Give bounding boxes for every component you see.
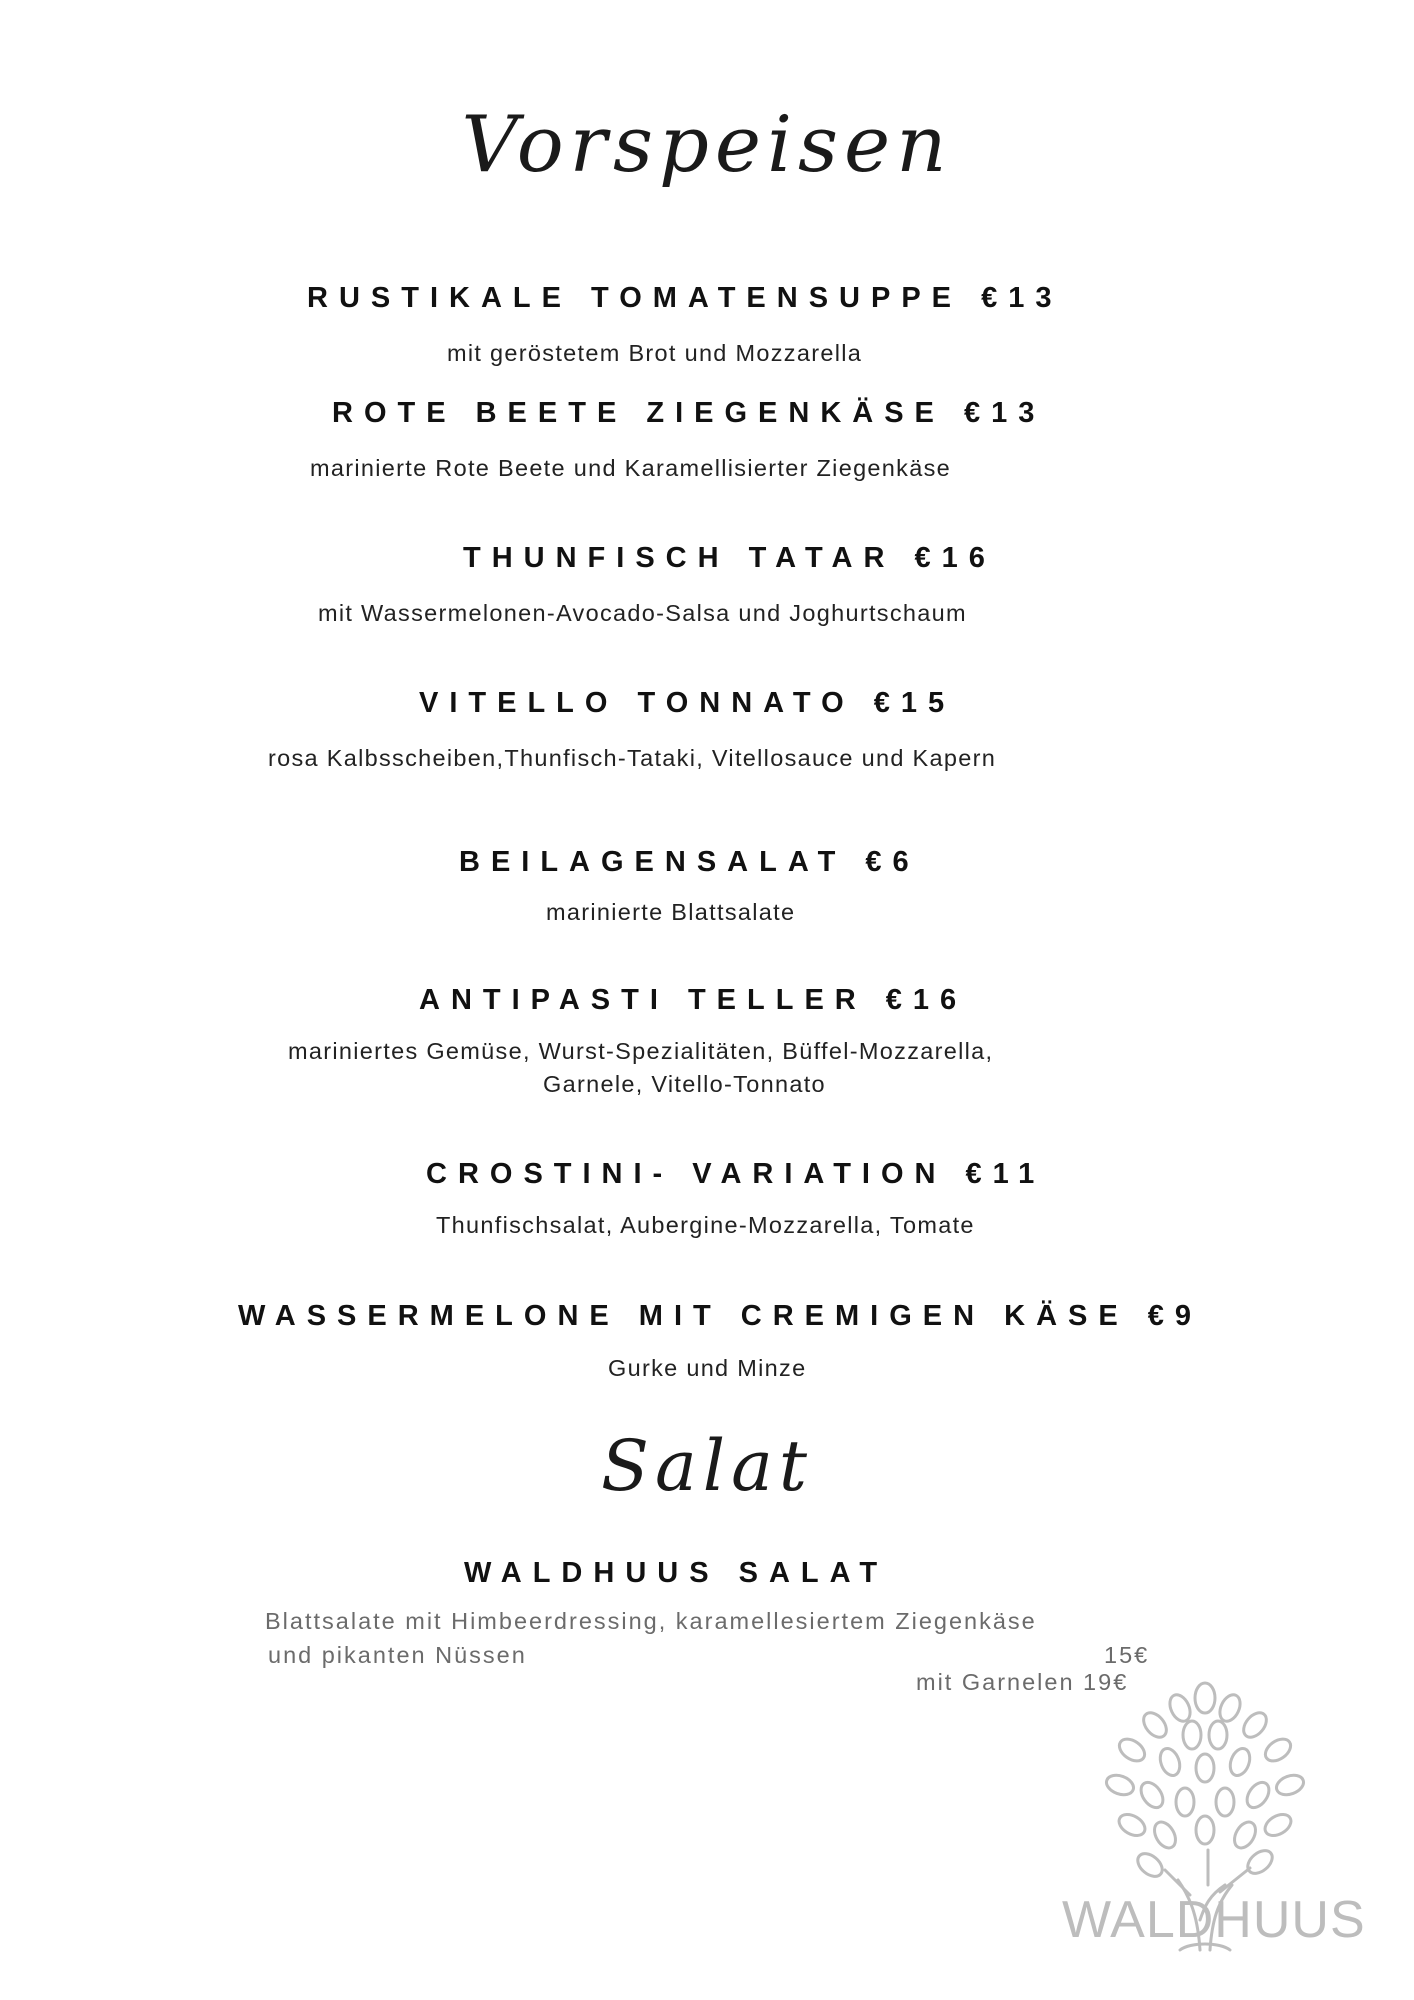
dish-description: Gurke und Minze (608, 1355, 807, 1381)
salad-description-line2: und pikanten Nüssen (268, 1642, 527, 1668)
salad-description-line1: Blattsalate mit Himbeerdressing, karamellesiertem Ziegenkäse (265, 1608, 1037, 1634)
dish-description: mariniertes Gemüse, Wurst-Spezialitäten, Büffel-Mozzarella, (288, 1038, 994, 1064)
dish-name: CROSTINI- VARIATION €11 (426, 1158, 1046, 1190)
dish-description: marinierte Rote Beete und Karamellisierter Ziegenkäse (310, 455, 952, 481)
salad-name: WALDHUUS SALAT (464, 1557, 889, 1589)
dish-description-line2: Garnele, Vitello-Tonnato (543, 1071, 826, 1097)
dish-description: marinierte Blattsalate (546, 899, 796, 925)
dish-description: mit geröstetem Brot und Mozzarella (447, 340, 863, 366)
dish-name: THUNFISCH TATAR €16 (463, 542, 996, 574)
section-title-vorspeisen: Vorspeisen (461, 100, 953, 190)
dish-description: rosa Kalbsscheiben,Thunfisch-Tataki, Vitellosauce und Kapern (268, 745, 997, 771)
dish-description: Thunfischsalat, Aubergine-Mozzarella, Tomate (436, 1212, 975, 1238)
dish-name: WASSERMELONE MIT CREMIGEN KÄSE €9 (238, 1300, 1203, 1332)
dish-name: ROTE BEETE ZIEGENKÄSE €13 (332, 397, 1046, 429)
dish-name: VITELLO TONNATO €15 (419, 687, 956, 719)
salad-price: 15€ (1104, 1642, 1150, 1668)
dish-name: BEILAGENSALAT €6 (459, 846, 920, 878)
brand-logo-text: WALDHUUS (1062, 1891, 1366, 1949)
section-title-salat: Salat (601, 1425, 813, 1507)
dish-name: RUSTIKALE TOMATENSUPPE €13 (307, 282, 1063, 314)
dish-description: mit Wassermelonen-Avocado-Salsa und Joghurtschaum (318, 600, 967, 626)
salad-price-shrimp: mit Garnelen 19€ (916, 1669, 1129, 1695)
dish-name: ANTIPASTI TELLER €16 (419, 984, 968, 1016)
